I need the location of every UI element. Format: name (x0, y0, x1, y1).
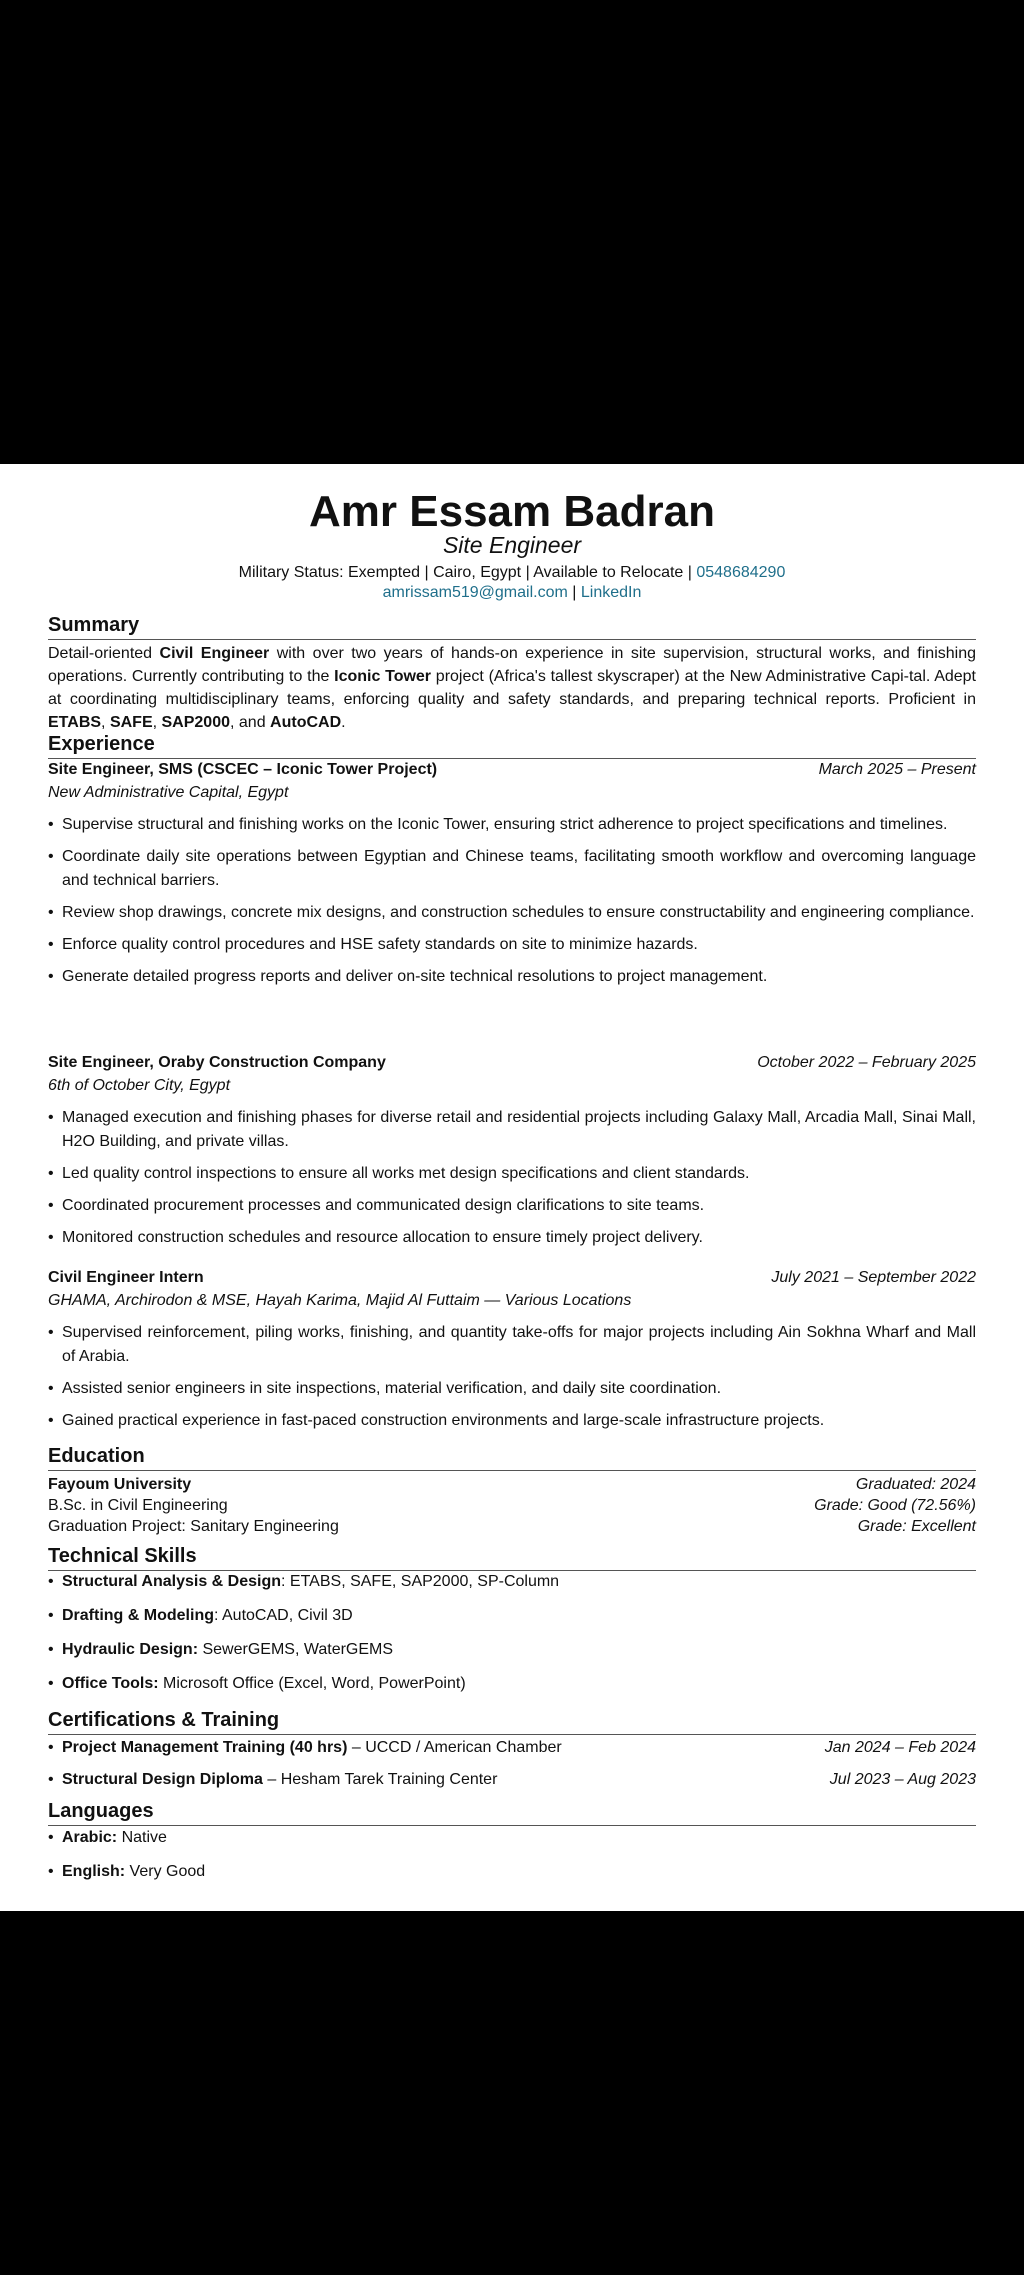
languages-list (48, 1826, 976, 1894)
skill-tools: Microsoft Office (Excel, Word, PowerPoint) (163, 1675, 466, 1692)
language-name: English: (62, 1863, 126, 1880)
job-location-row (48, 1074, 976, 1097)
education-meta: Grade: Good (72.56%) (814, 1497, 976, 1514)
language-level: Very Good (125, 1863, 206, 1880)
certification-provider: – Hesham Tarek Training Center (262, 1771, 498, 1788)
education-row (48, 1474, 976, 1495)
summary-text-part: , and (230, 714, 271, 731)
separator: | (567, 584, 581, 601)
summary-keyword: ETABS (48, 714, 102, 731)
job-header-row (48, 1051, 976, 1074)
education-meta: Graduated: 2024 (855, 1476, 976, 1493)
email-link[interactable]: amrissam519@gmail.com (382, 584, 568, 601)
candidate-role: Site Engineer (442, 532, 582, 558)
certification-text (62, 1768, 497, 1792)
language-level: Native (117, 1829, 167, 1846)
linkedin-link[interactable]: LinkedIn (580, 584, 642, 601)
education-row (48, 1516, 976, 1537)
summary-text (48, 642, 976, 734)
job-dates: March 2025 – Present (818, 761, 976, 778)
job-location: New Administrative Capital, Egypt (48, 784, 289, 801)
skill-item (48, 1672, 976, 1696)
job-bullet: • Monitored construction schedules and resource allocation to ensure timely project delivery. (48, 1226, 976, 1250)
summary-keyword: SAP2000 (161, 714, 230, 731)
language-item (48, 1826, 976, 1850)
certification-dates: Jan 2024 – Feb 2024 (824, 1739, 976, 1756)
certification-item (48, 1768, 976, 1792)
contact-links (0, 583, 1024, 603)
summary-text-part: , (101, 714, 110, 731)
skill-category: Structural Analysis & Design (62, 1573, 282, 1590)
summary-text-part: . (341, 714, 346, 731)
job-bullet: • Coordinate daily site operations between Egyptian and Chinese teams, facilitating smooth workflow and overcoming language and technical barriers. (48, 845, 976, 893)
job-title: Civil Engineer Intern (48, 1269, 204, 1286)
candidate-name: Amr Essam Badran (309, 487, 715, 536)
job-bullets (48, 1321, 976, 1433)
certifications-list (48, 1736, 976, 1800)
education-row (48, 1495, 976, 1516)
language-name: Arabic: (62, 1829, 118, 1846)
skill-separator: : (213, 1607, 222, 1624)
certification-name: Project Management Training (40 hrs) (62, 1739, 348, 1756)
summary-text-part: project (Africa's tallest skyscraper) at the New Administrative Capi-tal. Adept at coordinating multidisciplinary teams, enforcing quality and safety standards, and preparing technical reports. Proficient in (48, 668, 977, 708)
job-bullet: • Assisted senior engineers in site inspections, material verification, and daily site coordination. (48, 1377, 976, 1401)
summary-keyword: Iconic Tower (334, 668, 432, 685)
job-dates: October 2022 – February 2025 (757, 1054, 976, 1071)
job-bullet: • Supervise structural and finishing works on the Iconic Tower, ensuring strict adherence to project specifications and timelines. (48, 813, 976, 837)
phone-link[interactable]: 0548684290 (696, 564, 786, 581)
job-bullet: • Supervised reinforcement, piling works, finishing, and quantity take-offs for major projects including Ain Sokhna Wharf and Mall of Arabia. (48, 1321, 976, 1369)
skill-tools: SewerGEMS, WaterGEMS (202, 1641, 394, 1658)
certification-item (48, 1736, 976, 1760)
job-bullet: • Generate detailed progress reports and deliver on-site technical resolutions to project management. (48, 965, 976, 989)
certification-provider: – UCCD / American Chamber (347, 1739, 562, 1756)
summary-text-part: Detail-oriented (48, 645, 160, 662)
skill-tools: ETABS, SAFE, SAP2000, SP-Column (289, 1573, 560, 1590)
education-entry (48, 1474, 976, 1537)
job-entry (48, 758, 976, 997)
education-detail: Fayoum University (48, 1476, 192, 1493)
job-title: Site Engineer, SMS (CSCEC – Iconic Tower Project) (48, 761, 438, 778)
skills-heading: Technical Skills (48, 1544, 976, 1571)
skill-item (48, 1638, 976, 1662)
job-bullets (48, 813, 976, 989)
job-bullet: • Led quality control inspections to ensure all works met design specifications and client standards. (48, 1162, 976, 1186)
skill-item (48, 1604, 976, 1628)
skill-separator: : (281, 1573, 290, 1590)
skills-list (48, 1570, 976, 1706)
job-header-row (48, 758, 976, 781)
education-heading: Education (48, 1444, 976, 1471)
skill-category: Hydraulic Design: (62, 1641, 199, 1658)
certification-name: Structural Design Diploma (62, 1771, 263, 1788)
summary-keyword: AutoCAD (270, 714, 342, 731)
language-item (48, 1860, 976, 1884)
certification-text (62, 1736, 562, 1760)
experience-heading: Experience (48, 732, 976, 759)
education-meta: Grade: Excellent (857, 1518, 976, 1535)
skill-category: Drafting & Modeling (62, 1607, 214, 1624)
summary-text-part: , (152, 714, 162, 731)
job-bullets (48, 1106, 976, 1250)
job-location-row (48, 1289, 976, 1312)
job-location: GHAMA, Archirodon & MSE, Hayah Karima, Majid Al Futtaim — Various Locations (48, 1292, 632, 1309)
job-header-row (48, 1266, 976, 1289)
education-detail: Graduation Project: Sanitary Engineering (48, 1518, 339, 1535)
languages-heading: Languages (48, 1799, 976, 1826)
job-entry (48, 1051, 976, 1258)
job-bullet: • Review shop drawings, concrete mix designs, and construction schedules to ensure constructability and engineering compliance. (48, 901, 976, 925)
summary-keyword: SAFE (109, 714, 153, 731)
contact-details: Military Status: Exempted | Cairo, Egypt | Available to Relocate | (238, 564, 697, 581)
certifications-heading: Certifications & Training (48, 1708, 976, 1735)
summary-keyword: Civil Engineer (159, 645, 270, 662)
skill-tools: AutoCAD, Civil 3D (222, 1607, 353, 1624)
summary-heading: Summary (48, 613, 976, 640)
job-bullet: • Coordinated procurement processes and communicated design clarifications to site teams. (48, 1194, 976, 1218)
job-bullet: • Gained practical experience in fast-paced construction environments and large-scale infrastructure projects. (48, 1409, 976, 1433)
skill-item (48, 1570, 976, 1594)
job-bullet: • Managed execution and finishing phases for diverse retail and residential projects including Galaxy Mall, Arcadia Mall, Sinai Mall, H2O Building, and private villas. (48, 1106, 976, 1154)
job-bullet: • Enforce quality control procedures and HSE safety standards on site to minimize hazards. (48, 933, 976, 957)
education-detail: B.Sc. in Civil Engineering (48, 1497, 228, 1514)
job-location-row (48, 781, 976, 804)
job-location: 6th of October City, Egypt (48, 1077, 231, 1094)
skill-category: Office Tools: (62, 1675, 159, 1692)
job-title: Site Engineer, Oraby Construction Company (48, 1054, 386, 1071)
job-dates: July 2021 – September 2022 (771, 1269, 976, 1286)
job-entry (48, 1266, 976, 1441)
summary-text-part: with over two years of hands-on experience in site supervision, structural works, and finishing operations. Currently contributing to the (48, 645, 976, 685)
contact-line (0, 563, 1024, 583)
certification-dates: Jul 2023 – Aug 2023 (829, 1771, 976, 1788)
